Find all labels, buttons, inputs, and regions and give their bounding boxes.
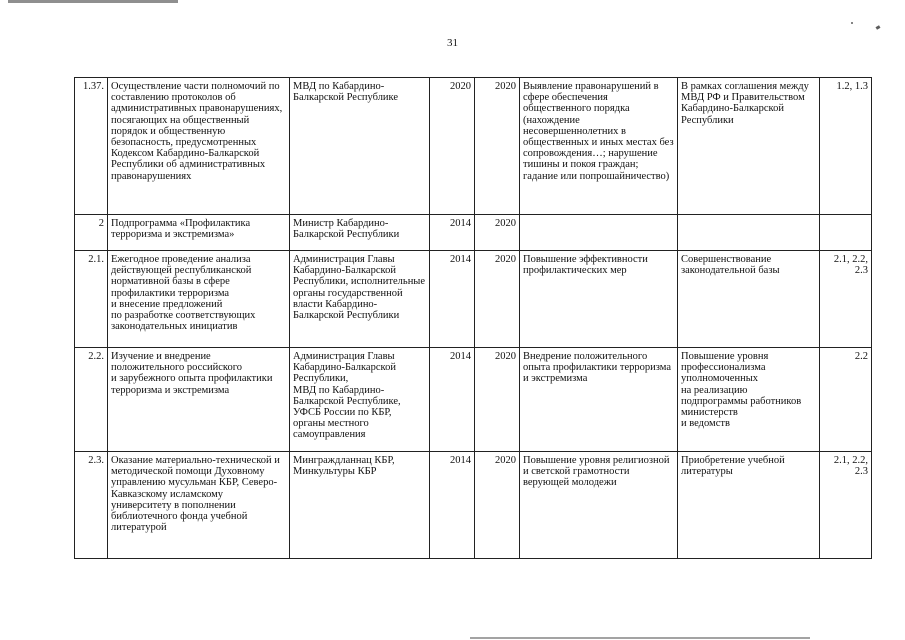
table-row	[75, 348, 872, 452]
start-year-cell: 2014	[430, 348, 475, 452]
row-number: 1.37.	[75, 78, 108, 215]
consequence-cell: В рамках соглашения между МВД РФ и Правительством Кабардино-Балкарской Республики	[678, 78, 820, 215]
row-number: 2.3.	[75, 452, 108, 559]
expected-result-cell: Повышение эффективности профилактических мер	[520, 251, 678, 348]
indicators-cell: 2.1, 2.2, 2.3	[820, 251, 872, 348]
program-measures-table	[74, 77, 872, 559]
consequence-cell	[678, 215, 820, 251]
start-year-cell: 2020	[430, 78, 475, 215]
scan-artifact-bottom	[470, 637, 810, 639]
indicators-cell: 2.1, 2.2, 2.3	[820, 452, 872, 559]
executor-cell: Минграждланнац КБР, Минкультуры КБР	[290, 452, 430, 559]
end-year-cell: 2020	[475, 452, 520, 559]
consequence-cell: Совершенствование законодательной базы	[678, 251, 820, 348]
indicators-cell: 2.2	[820, 348, 872, 452]
indicators-cell: 1.2, 1.3	[820, 78, 872, 215]
table-row	[75, 215, 872, 251]
measure-cell: Осуществление части полномочий по составлению протоколов об административных правонарушениях, посягающих на общественный порядок и общественную безопасность, предусмотренных Кодексом Кабардино-Балкарской Республики об административных правонарушениях	[108, 78, 290, 215]
end-year-cell: 2020	[475, 215, 520, 251]
indicators-cell	[820, 215, 872, 251]
page-number: 31	[447, 37, 458, 49]
table-row	[75, 78, 872, 215]
scan-artifact-dot	[851, 22, 853, 24]
executor-cell: Министр Кабардино-Балкарской Республики	[290, 215, 430, 251]
start-year-cell: 2014	[430, 251, 475, 348]
scan-artifact-top	[8, 0, 178, 3]
end-year-cell: 2020	[475, 251, 520, 348]
executor-cell: МВД по Кабардино-Балкарской Республике	[290, 78, 430, 215]
measure-cell: Оказание материально-технической и методической помощи Духовному управлению мусульман КБР, Северо-Кавказскому исламскому университету в пополнении библиотечного фонда учебной литературой	[108, 452, 290, 559]
end-year-cell: 2020	[475, 348, 520, 452]
row-number: 2.1.	[75, 251, 108, 348]
scan-artifact-corner	[876, 25, 881, 30]
start-year-cell: 2014	[430, 452, 475, 559]
expected-result-cell: Повышение уровня религиозной и светской грамотности верующей молодежи	[520, 452, 678, 559]
table-row	[75, 251, 872, 348]
executor-cell: Администрация Главы Кабардино-Балкарской Республики, МВД по Кабардино-Балкарской Республике, УФСБ России по КБР, органы местного самоуправления	[290, 348, 430, 452]
row-number: 2	[75, 215, 108, 251]
consequence-cell: Повышение уровня профессионализма уполномоченных на реализацию подпрограммы работников министерств и ведомств	[678, 348, 820, 452]
consequence-cell: Приобретение учебной литературы	[678, 452, 820, 559]
expected-result-cell: Выявление правонарушений в сфере обеспечения общественного порядка (нахождение несовершеннолетних в общественных и иных местах без сопровождения…; нарушение тишины и покоя граждан; гадание или попрошайничество)	[520, 78, 678, 215]
expected-result-cell: Внедрение положительного опыта профилактики терроризма и экстремизма	[520, 348, 678, 452]
end-year-cell: 2020	[475, 78, 520, 215]
row-number: 2.2.	[75, 348, 108, 452]
measure-cell: Изучение и внедрение положительного российского и зарубежного опыта профилактики терроризма и экстремизма	[108, 348, 290, 452]
table-row	[75, 452, 872, 559]
start-year-cell: 2014	[430, 215, 475, 251]
expected-result-cell	[520, 215, 678, 251]
executor-cell: Администрация Главы Кабардино-Балкарской Республики, исполнительные органы государственной власти Кабардино-Балкарской Республики	[290, 251, 430, 348]
measure-cell: Ежегодное проведение анализа действующей республиканской нормативной базы в сфере профилактики терроризма и внесение предложений по разработке соответствующих законодательных инициатив	[108, 251, 290, 348]
measure-cell: Подпрограмма «Профилактика терроризма и экстремизма»	[108, 215, 290, 251]
